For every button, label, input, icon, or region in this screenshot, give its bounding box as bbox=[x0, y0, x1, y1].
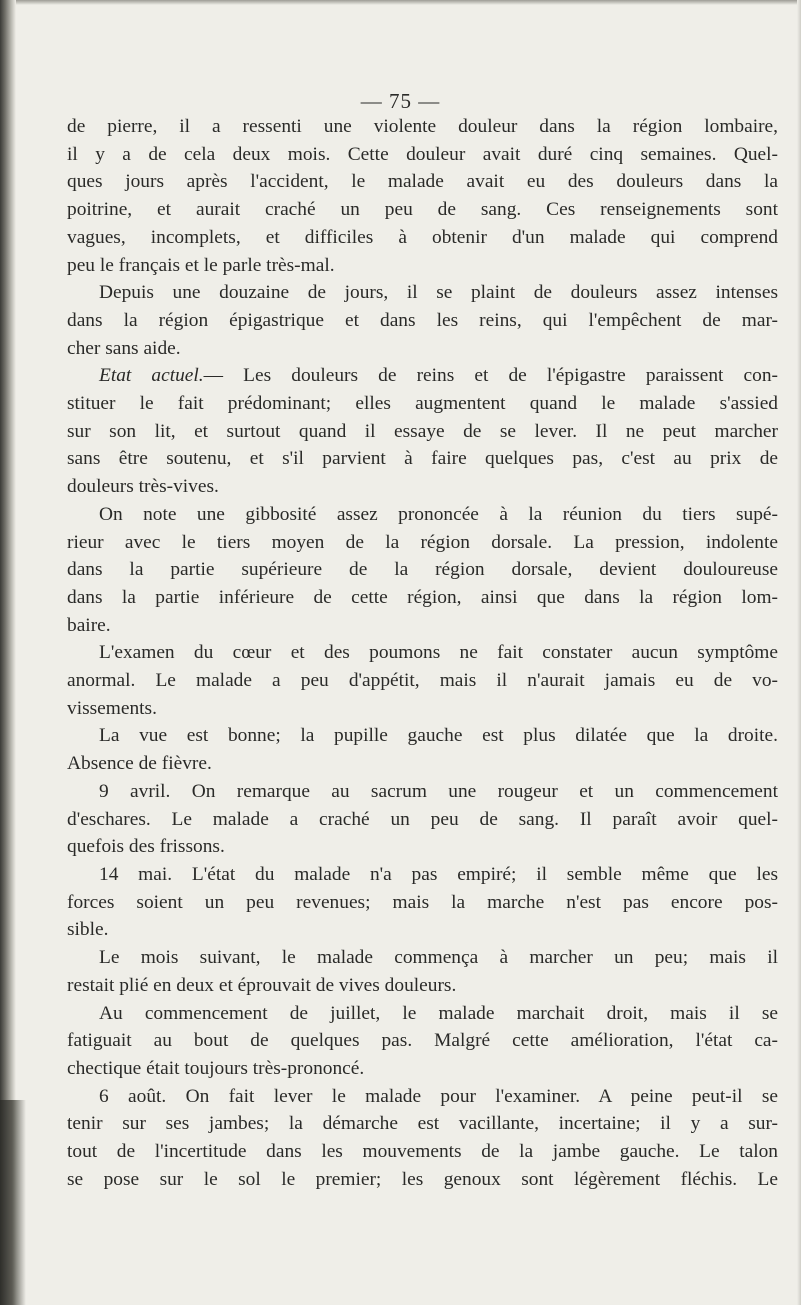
text-line bbox=[67, 1166, 778, 1194]
paragraph bbox=[67, 362, 778, 501]
line-text: Depuis une douzaine de jours, il se plaint de douleurs assez intenses bbox=[99, 282, 778, 304]
text-line bbox=[67, 279, 778, 307]
line-text: chectique était toujours très-prononcé. bbox=[67, 1057, 365, 1079]
text-line bbox=[67, 1000, 778, 1028]
line-text: vissements. bbox=[67, 697, 157, 719]
line-text: douleurs très-vives. bbox=[67, 476, 219, 498]
line-text: Au commencement de juillet, le malade marchait droit, mais il se bbox=[99, 1002, 778, 1024]
line-text: La vue est bonne; la pupille gauche est plus dilatée que la droite. bbox=[99, 725, 778, 747]
text-line bbox=[67, 141, 778, 169]
line-text: anormal. Le malade a peu d'appétit, mais il n'aurait jamais eu de vo- bbox=[67, 670, 778, 692]
line-text: poitrine, et aurait craché un peu de sang. Ces renseignements sont bbox=[67, 199, 778, 221]
text-line bbox=[67, 529, 778, 557]
section-heading: Etat actuel. bbox=[99, 365, 204, 387]
text-line bbox=[67, 252, 778, 280]
page-right-edge bbox=[797, 0, 801, 1305]
line-text: — Les douleurs de reins et de l'épigastre paraissent con- bbox=[203, 365, 778, 387]
text-line bbox=[67, 612, 778, 640]
text-line bbox=[67, 916, 778, 944]
line-text: se pose sur le sol le premier; les genoux sont légèrement fléchis. Le bbox=[67, 1168, 778, 1190]
paragraph bbox=[67, 501, 778, 640]
line-text: 6 août. On fait lever le malade pour l'examiner. A peine peut-il se bbox=[99, 1085, 778, 1107]
line-text: vagues, incomplets, et difficiles à obtenir d'un malade qui comprend bbox=[67, 226, 778, 248]
binding-shadow-dark bbox=[0, 1100, 26, 1305]
text-line bbox=[67, 972, 778, 1000]
text-line bbox=[67, 1138, 778, 1166]
text-line bbox=[67, 390, 778, 418]
line-text: forces soient un peu revenues; mais la marche n'est pas encore pos- bbox=[67, 891, 778, 913]
paragraph bbox=[67, 944, 778, 999]
line-text: Le mois suivant, le malade commença à marcher un peu; mais il bbox=[99, 947, 778, 969]
line-text: rieur avec le tiers moyen de la région dorsale. La pression, indolente bbox=[67, 531, 778, 553]
page-top-edge bbox=[0, 0, 801, 5]
text-line bbox=[67, 667, 778, 695]
paragraph bbox=[67, 1000, 778, 1083]
line-text: 14 mai. L'état du malade n'a pas empiré; il semble même que les bbox=[99, 863, 778, 885]
line-text: sur son lit, et surtout quand il essaye de se lever. Il ne peut marcher bbox=[67, 420, 778, 442]
text-line bbox=[67, 1027, 778, 1055]
text-line bbox=[67, 335, 778, 363]
text-line bbox=[67, 889, 778, 917]
text-line bbox=[67, 750, 778, 778]
line-text: tenir sur ses jambes; la démarche est vacillante, incertaine; il y a sur- bbox=[67, 1113, 778, 1135]
text-line bbox=[67, 501, 778, 529]
text-line bbox=[67, 418, 778, 446]
text-line bbox=[67, 944, 778, 972]
line-text: de pierre, il a ressenti une violente douleur dans la région lombaire, bbox=[67, 116, 778, 137]
text-line bbox=[67, 1110, 778, 1138]
line-text: On note une gibbosité assez prononcée à la réunion du tiers supé- bbox=[99, 503, 778, 525]
text-line bbox=[67, 1083, 778, 1111]
line-text: ques jours après l'accident, le malade avait eu des douleurs dans la bbox=[67, 171, 778, 193]
text-line bbox=[67, 639, 778, 667]
text-line bbox=[67, 556, 778, 584]
line-text: baire. bbox=[67, 614, 111, 636]
text-line bbox=[67, 833, 778, 861]
paragraph bbox=[67, 639, 778, 722]
line-text: d'eschares. Le malade a craché un peu de sang. Il paraît avoir quel- bbox=[67, 808, 778, 830]
text-line bbox=[67, 224, 778, 252]
line-text: stituer le fait prédominant; elles augmentent quand le malade s'assied bbox=[67, 393, 778, 415]
paragraph bbox=[67, 113, 778, 279]
text-line bbox=[67, 307, 778, 335]
line-text: sans être soutenu, et s'il parvient à faire quelques pas, c'est au prix de bbox=[67, 448, 778, 470]
text-line bbox=[67, 861, 778, 889]
line-text: tout de l'incertitude dans les mouvements de la jambe gauche. Le talon bbox=[67, 1141, 778, 1163]
line-text: dans la partie supérieure de la région dorsale, devient douloureuse bbox=[67, 559, 778, 581]
paragraph bbox=[67, 861, 778, 944]
line-text: restait plié en deux et éprouvait de vives douleurs. bbox=[67, 974, 457, 996]
text-line bbox=[67, 362, 778, 390]
paragraph bbox=[67, 722, 778, 777]
text-line bbox=[67, 695, 778, 723]
body-text bbox=[67, 113, 778, 1193]
line-text: Absence de fièvre. bbox=[67, 753, 212, 775]
paragraph bbox=[67, 778, 778, 861]
text-line bbox=[67, 722, 778, 750]
line-text: dans la partie inférieure de cette région, ainsi que dans la région lom- bbox=[67, 586, 778, 608]
line-text: quefois des frissons. bbox=[67, 836, 225, 858]
line-text: dans la région épigastrique et dans les reins, qui l'empêchent de mar- bbox=[67, 309, 778, 331]
text-line bbox=[67, 168, 778, 196]
text-line bbox=[67, 806, 778, 834]
text-line bbox=[67, 473, 778, 501]
line-text: L'examen du cœur et des poumons ne fait constater aucun symptôme bbox=[99, 642, 778, 664]
text-line bbox=[67, 113, 778, 141]
line-text: il y a de cela deux mois. Cette douleur avait duré cinq semaines. Quel- bbox=[67, 143, 778, 165]
line-text: fatiguait au bout de quelques pas. Malgré cette amélioration, l'état ca- bbox=[67, 1030, 778, 1052]
paragraph bbox=[67, 279, 778, 362]
text-line bbox=[67, 584, 778, 612]
text-line bbox=[67, 1055, 778, 1083]
line-text: sible. bbox=[67, 919, 109, 941]
line-text: peu le français et le parle très-mal. bbox=[67, 254, 335, 276]
paragraph bbox=[67, 1083, 778, 1194]
text-line bbox=[67, 778, 778, 806]
line-text: cher sans aide. bbox=[67, 337, 181, 359]
line-text: 9 avril. On remarque au sacrum une rougeur et un commencement bbox=[99, 780, 778, 802]
text-line bbox=[67, 196, 778, 224]
text-line bbox=[67, 445, 778, 473]
page-number: — 75 — bbox=[360, 89, 441, 113]
